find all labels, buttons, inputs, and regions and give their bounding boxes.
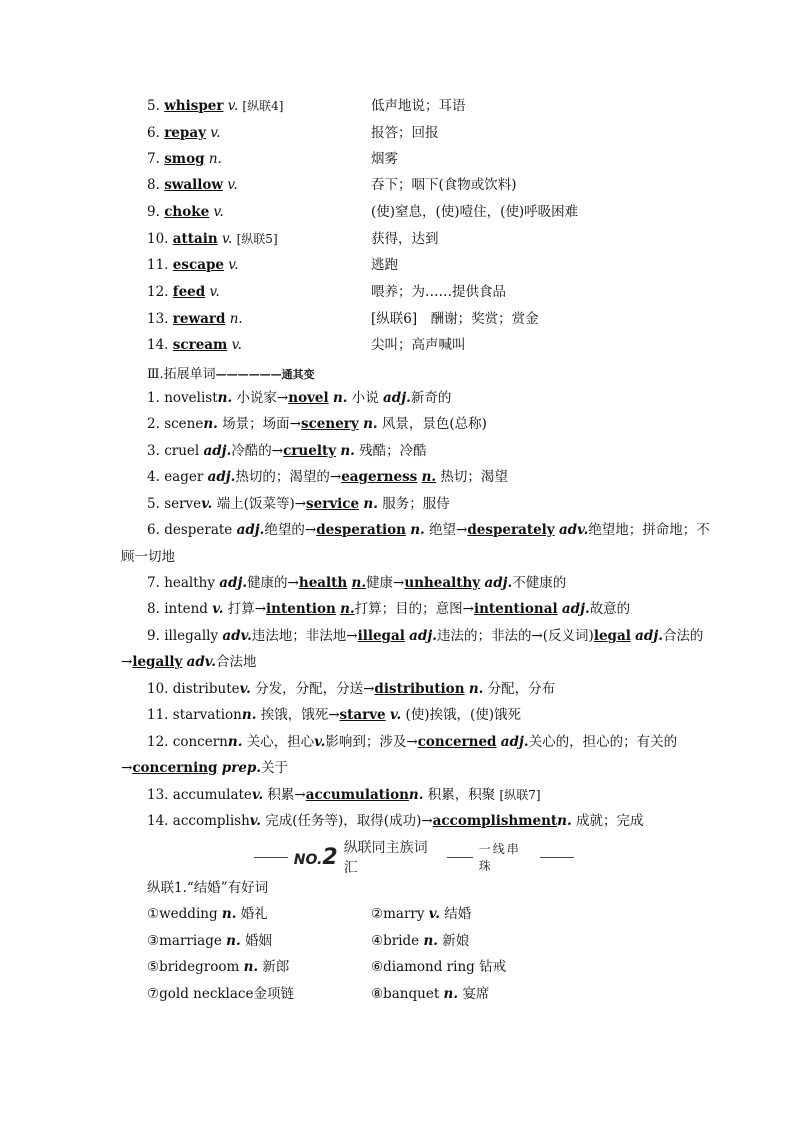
ext-row: [147, 706, 521, 724]
derived-meaning: 分配，分布: [487, 681, 556, 697]
derived-meaning: 小说: [351, 390, 379, 406]
group-item: [147, 958, 289, 976]
part-of-speech: v.: [228, 257, 239, 273]
part-of-speech: n.: [443, 986, 459, 1002]
vocab-row: [147, 256, 239, 274]
item-number: 2.: [147, 416, 160, 432]
derived-meaning: 积累，积聚: [427, 787, 496, 803]
derived-word: intention: [266, 601, 336, 617]
base-word: desperate: [164, 522, 233, 538]
derived-word: concerned: [417, 734, 497, 750]
part-of-speech: n.: [226, 933, 241, 949]
item-number: 7.: [147, 575, 160, 591]
chinese-meaning: 结婚: [444, 906, 472, 922]
vocab-row: [147, 310, 243, 328]
part-of-speech: prep.: [221, 760, 262, 776]
arrow: →: [121, 654, 133, 670]
part-of-speech: adv.: [186, 654, 216, 670]
derived-meaning: 关心的，担心的；有关的: [528, 734, 678, 750]
base-word: serve: [164, 496, 202, 512]
derived-meaning: 服务；服侍: [382, 496, 450, 512]
vocab-meaning: [纵联6] 酬谢；奖赏；赏金: [371, 311, 539, 327]
part-of-speech: adj.: [500, 734, 529, 750]
ext-row: [147, 574, 566, 592]
vocab-row: [147, 150, 222, 168]
derived-meaning: 打算；目的；意图→: [354, 601, 474, 617]
ext-row: [147, 786, 541, 804]
part-of-speech: n.: [363, 416, 378, 432]
chinese-meaning: 新郎: [262, 959, 290, 975]
chinese-meaning: 新娘: [442, 933, 470, 949]
part-of-speech: n.: [410, 522, 425, 538]
derived-word: starve: [339, 707, 386, 723]
part-of-speech: adj.: [484, 575, 513, 591]
derived-meaning: 合法的: [662, 628, 704, 644]
base-meaning: 小说家→: [236, 390, 289, 406]
vocab-word: choke: [164, 204, 210, 220]
derived-word: unhealthy: [404, 575, 481, 591]
derived-meaning: (使)挨饿，(使)饿死: [405, 707, 522, 723]
part-of-speech: n.: [227, 734, 243, 750]
part-of-speech: n.: [241, 707, 257, 723]
vocab-word: swallow: [164, 177, 224, 193]
base-meaning: 端上(饭菜等)→: [216, 496, 307, 512]
base-meaning: 健康的→: [247, 575, 299, 591]
continuation-line: [121, 653, 257, 671]
ext-row: [147, 680, 555, 698]
item-number: 12.: [147, 284, 169, 300]
section-label: Ⅲ.拓展单词: [147, 367, 216, 382]
vocab-row: [147, 230, 278, 248]
part-of-speech: v.: [231, 337, 242, 353]
part-of-speech: n.: [363, 496, 378, 512]
item-number: 8.: [147, 177, 160, 193]
banner-rule: [447, 857, 473, 858]
item-number: 7.: [147, 151, 160, 167]
banner-rule: [254, 857, 288, 858]
derived-meaning: 违法的；非法的→(反义词): [436, 628, 594, 644]
part-of-speech: n.: [208, 151, 222, 167]
english-word: banquet: [383, 986, 440, 1002]
section-heading: [147, 363, 315, 382]
derived-word: desperation: [316, 522, 406, 538]
derived-word: intentional: [473, 601, 558, 617]
cross-ref-note: [纵联5]: [236, 232, 278, 246]
derived-word: accomplishment: [432, 813, 558, 829]
derived-word: desperately: [467, 522, 555, 538]
vocab-meaning: 尖叫；高声喊叫: [371, 337, 466, 353]
part-of-speech: adj.: [207, 469, 236, 485]
vocab-row: [147, 283, 220, 301]
derived-word: legal: [593, 628, 631, 644]
item-number: 11.: [147, 257, 169, 273]
group-item: [147, 932, 272, 950]
english-word: marry: [383, 906, 425, 922]
ext-row: [147, 495, 450, 513]
base-word: distribute: [172, 681, 240, 697]
continuation-line: 顾一切地: [121, 549, 175, 565]
item-number: 5.: [147, 496, 160, 512]
derived-word: health: [298, 575, 348, 591]
english-word: bridegroom: [159, 959, 240, 975]
vocab-row: [147, 336, 242, 354]
base-word: novelist: [164, 390, 218, 406]
derived-meaning: 残酷；冷酷: [359, 443, 427, 459]
derived-word: illegal: [357, 628, 405, 644]
vocab-word: whisper: [164, 98, 224, 114]
vocab-word: attain: [172, 231, 218, 247]
english-word: wedding: [159, 906, 218, 922]
vocab-word: reward: [172, 311, 226, 327]
base-word: accumulate: [172, 787, 252, 803]
vocab-word: smog: [164, 151, 205, 167]
part-of-speech: v.: [201, 496, 213, 512]
ext-row: [147, 389, 451, 407]
banner-title: 纵联同主族词汇: [343, 840, 428, 876]
ext-row: [147, 733, 677, 751]
english-word: gold necklace: [159, 986, 254, 1002]
item-number: 12.: [147, 734, 169, 750]
part-of-speech: n.: [221, 906, 237, 922]
banner-number: [294, 845, 338, 870]
base-meaning: 场景；场面→: [222, 416, 301, 432]
part-of-speech: v.: [227, 177, 238, 193]
part-of-speech: v.: [212, 601, 224, 617]
vocab-meaning: 烟雾: [371, 151, 398, 167]
derived-word: service: [306, 496, 360, 512]
vocab-meaning: 逃跑: [371, 257, 398, 273]
base-meaning: 打算→: [227, 601, 267, 617]
vocab-word: escape: [172, 257, 224, 273]
item-index: ③: [147, 933, 160, 949]
part-of-speech: adv.: [222, 628, 252, 644]
derived-word: cruelty: [283, 443, 337, 459]
group-item: [371, 958, 506, 976]
base-meaning: 完成(任务等)，取得(成功)→: [265, 813, 433, 829]
base-word: illegally: [164, 628, 219, 644]
part-of-speech: n.: [557, 813, 572, 829]
continuation-line: [121, 759, 288, 777]
vocab-meaning: 喂养；为……提供食品: [371, 284, 506, 300]
chinese-meaning: 婚礼: [240, 906, 268, 922]
chinese-meaning: 钻戒: [479, 959, 507, 975]
base-word: eager: [164, 469, 204, 485]
vocab-row: [147, 97, 283, 115]
vocab-word: feed: [172, 284, 206, 300]
part-of-speech: v.: [210, 125, 221, 141]
chinese-meaning: 宴席: [462, 986, 490, 1002]
item-number: 4.: [147, 469, 160, 485]
part-of-speech: v.: [213, 204, 224, 220]
group-item: [371, 932, 469, 950]
part-of-speech: adj.: [561, 601, 590, 617]
chinese-meaning: 金项链: [253, 986, 294, 1002]
base-meaning: 违法地；非法地→: [251, 628, 358, 644]
base-word: concern: [172, 734, 228, 750]
item-number: 3.: [147, 443, 160, 459]
part-of-speech: v.: [389, 707, 402, 723]
part-of-speech: adj.: [409, 628, 437, 644]
section-deco: ——————通其变: [215, 368, 315, 381]
part-of-speech: v.: [249, 813, 261, 829]
part-of-speech: n.: [243, 959, 259, 975]
item-number: 13.: [147, 787, 169, 803]
base-word: intend: [164, 601, 208, 617]
derived-meaning: 不健康的: [512, 575, 567, 591]
group-item: [371, 905, 471, 923]
part-of-speech: adj.: [635, 628, 663, 644]
ext-row: [147, 468, 508, 486]
vocab-meaning: 吞下；咽下(食物或饮料): [371, 177, 517, 193]
item-index: ⑤: [147, 959, 160, 975]
item-index: ②: [371, 906, 384, 922]
derived-meaning: 故意的: [589, 601, 631, 617]
part-of-speech: n.: [340, 601, 355, 617]
part-of-speech: n.: [229, 311, 243, 327]
english-word: marriage: [159, 933, 222, 949]
item-number: 10.: [147, 681, 169, 697]
part-of-speech: n.: [408, 787, 424, 803]
item-index: ①: [147, 906, 160, 922]
item-index: ⑥: [371, 959, 384, 975]
vocab-row: [147, 176, 238, 194]
derived-meaning: 绝望地；拼命地；不: [588, 522, 710, 538]
part-of-speech: v.: [222, 231, 233, 247]
derived-word: eagerness: [341, 469, 418, 485]
vocab-meaning: 报答；回报: [371, 125, 439, 141]
arrow: →: [121, 760, 133, 776]
item-number: 1.: [147, 390, 160, 406]
item-number: 6.: [147, 125, 160, 141]
base-meaning: 挨饿，饿死→: [260, 707, 340, 723]
base-meaning: 热切的；渴望的→: [235, 469, 342, 485]
base-word: accomplish: [172, 813, 250, 829]
item-number: 11.: [147, 707, 169, 723]
part-of-speech: adv.: [558, 522, 589, 538]
item-number: 10.: [147, 231, 169, 247]
base-word: cruel: [164, 443, 200, 459]
base-meaning: 影响到；涉及→: [325, 734, 418, 750]
vocab-row: [147, 203, 224, 221]
part-of-speech: adj.: [236, 522, 265, 538]
item-number: 14.: [147, 813, 169, 829]
chinese-meaning: 婚姻: [244, 933, 272, 949]
derived-word: scenery: [300, 416, 359, 432]
derived-word: accumulation: [305, 787, 409, 803]
item-index: ⑧: [371, 986, 384, 1002]
vocab-word: scream: [172, 337, 228, 353]
derived-word: legally: [132, 654, 183, 670]
part-of-speech: v.: [251, 787, 264, 803]
english-word: diamond ring: [383, 959, 475, 975]
derived-word: concerning: [132, 760, 218, 776]
ext-row: [147, 415, 487, 433]
part-of-speech: v.: [428, 906, 440, 922]
derived-meaning: 绝望→: [429, 522, 468, 538]
part-of-speech: n.: [217, 390, 233, 406]
banner-rule: [540, 857, 574, 858]
part-of-speech: n.: [351, 575, 367, 591]
base-meaning: 分发，分配，分送→: [255, 681, 375, 697]
item-number: 13.: [147, 311, 169, 327]
derived-word: novel: [288, 390, 329, 406]
part-of-speech: v.: [209, 284, 220, 300]
banner-subtitle: 一线串珠: [478, 842, 521, 873]
derived-word: distribution: [374, 681, 465, 697]
part-of-speech: n.: [203, 416, 218, 432]
ext-row: [147, 600, 630, 618]
part-of-speech: n.: [332, 390, 348, 406]
vocab-meaning: 获得，达到: [371, 231, 439, 247]
base-word: healthy: [164, 575, 215, 591]
base-meaning: 冷酷的→: [231, 443, 284, 459]
item-index: ④: [371, 933, 384, 949]
item-index: ⑦: [147, 986, 160, 1002]
item-number: 5.: [147, 98, 160, 114]
part-of-speech: n.: [468, 681, 484, 697]
cross-ref-note: [纵联4]: [242, 99, 284, 113]
item-number: 9.: [147, 204, 160, 220]
cross-ref-note: [纵联7]: [499, 788, 541, 802]
part-of-speech: adj.: [219, 575, 248, 591]
base-meaning: 绝望的→: [264, 522, 317, 538]
group-item: [147, 905, 268, 923]
ext-row: [147, 442, 427, 460]
group-item: [371, 985, 489, 1003]
derived-meaning: 风景，景色(总称): [381, 416, 487, 432]
derived-meaning: 健康→: [366, 575, 405, 591]
derived-meaning: 新奇的: [410, 390, 452, 406]
part-of-speech: n.: [340, 443, 355, 459]
section-banner: [254, 840, 574, 876]
part-of-speech: adj.: [203, 443, 232, 459]
item-number: 9.: [147, 628, 160, 644]
item-number: 6.: [147, 522, 160, 538]
part-of-speech: v.: [227, 98, 239, 114]
derived-meaning: 成就；完成: [575, 813, 644, 829]
base-word: scene: [164, 416, 204, 432]
group-item: [147, 985, 294, 1003]
group-title: 纵联1.“结婚”有好词: [147, 880, 269, 896]
base-meaning: 关心，担心: [246, 734, 315, 750]
item-number: 8.: [147, 601, 160, 617]
base-word: starvation: [172, 707, 242, 723]
derived-meaning: 合法地: [216, 654, 257, 670]
vocab-meaning: (使)窒息，(使)噎住，(使)呼吸困难: [371, 204, 579, 220]
banner-no-label: NO.: [293, 851, 323, 868]
derived-meaning: 热切；渴望: [440, 469, 508, 485]
part-of-speech: adj.: [383, 390, 411, 406]
vocab-word: repay: [164, 125, 206, 141]
vocab-row: [147, 124, 221, 142]
vocab-meaning: 低声地说；耳语: [371, 98, 466, 114]
part-of-speech: v.: [314, 734, 326, 750]
part-of-speech: v.: [239, 681, 251, 697]
part-of-speech: n.: [421, 469, 437, 485]
base-meaning: 积累→: [267, 787, 306, 803]
item-number: 14.: [147, 337, 169, 353]
ext-row: [147, 627, 703, 645]
derived-meaning: 关于: [261, 760, 289, 776]
part-of-speech: n.: [423, 933, 438, 949]
english-word: bride: [383, 933, 420, 949]
ext-row: [147, 521, 710, 539]
ext-row: [147, 812, 643, 830]
banner-no-value: 2: [322, 844, 338, 870]
